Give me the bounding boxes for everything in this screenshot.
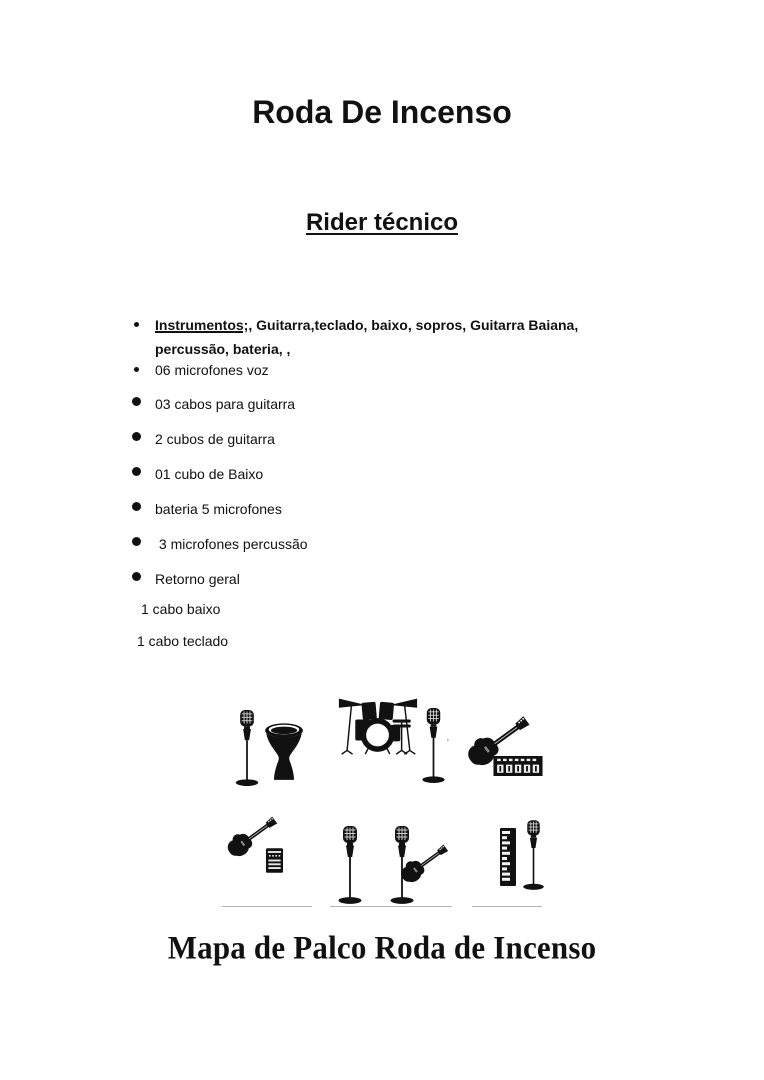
keyboard-icon: [500, 828, 516, 886]
list-item-text: 01 cubo de Baixo: [155, 466, 264, 482]
stage-group-bass-amp: [228, 814, 290, 876]
bullet-icon: [132, 537, 141, 546]
stage-map-caption: Mapa de Palco Roda de Incenso: [167, 928, 597, 967]
list-item-text: Guitarra,teclado, baixo, sopros, Guitarra Baiana, percussão, bateria, ,: [155, 317, 583, 357]
stage-group-percussion: [233, 706, 311, 788]
image-baseline-divider: [330, 906, 452, 907]
image-baseline-divider: [222, 906, 312, 907]
microphone-stand-icon: [233, 710, 261, 788]
section-title-text: Rider técnico: [305, 209, 459, 236]
list-item: [131, 358, 651, 382]
stage-group-keyboard: [498, 820, 550, 892]
pedalboard-amp-icon: [492, 756, 544, 776]
list-item: [131, 427, 651, 451]
bullet-icon: [132, 572, 141, 581]
list-item: [131, 392, 651, 416]
bullet-icon: [134, 367, 139, 372]
bullet-icon: [132, 397, 141, 406]
microphone-stand-icon: [521, 820, 546, 892]
list-item-text: 03 cabos para guitarra: [155, 396, 296, 412]
list-item-lead: Instrumentos;,: [155, 317, 253, 333]
section-title: [0, 209, 764, 237]
list-item-text: Retorno geral: [155, 571, 240, 587]
list-item-text: 3 microfones percussão: [155, 536, 308, 552]
list-item: [131, 497, 651, 521]
stage-group-drums: [338, 693, 448, 788]
plain-list-item: 1 cabo teclado: [137, 633, 229, 649]
microphone-stand-icon: [420, 708, 447, 785]
drum-kit-icon: [338, 693, 418, 757]
list-item-text: 2 cubos de guitarra: [155, 431, 275, 447]
small-amp-icon: [266, 848, 283, 873]
bullet-icon: [132, 502, 141, 511]
list-item: [131, 313, 651, 361]
list-item: [131, 532, 651, 556]
microphone-stand-icon: [336, 826, 364, 906]
djembe-icon: [263, 722, 305, 782]
bullet-icon: [132, 432, 141, 441]
plain-list-item: 1 cabo baixo: [141, 601, 221, 617]
stray-mark: ’: [445, 735, 450, 751]
list-item: [131, 567, 651, 591]
image-baseline-divider: [472, 906, 542, 907]
bullet-icon: [132, 467, 141, 476]
page-title: Roda De Incenso: [252, 94, 512, 130]
list-item: [131, 462, 651, 486]
list-item-text: bateria 5 microfones: [155, 501, 282, 517]
bullet-icon: [134, 322, 139, 327]
stage-group-vocals-guitar: [330, 822, 454, 908]
list-item-text: 06 microfones voz: [155, 362, 269, 378]
stage-group-guitar-amp: [468, 714, 548, 778]
electric-guitar-icon: [400, 832, 454, 892]
